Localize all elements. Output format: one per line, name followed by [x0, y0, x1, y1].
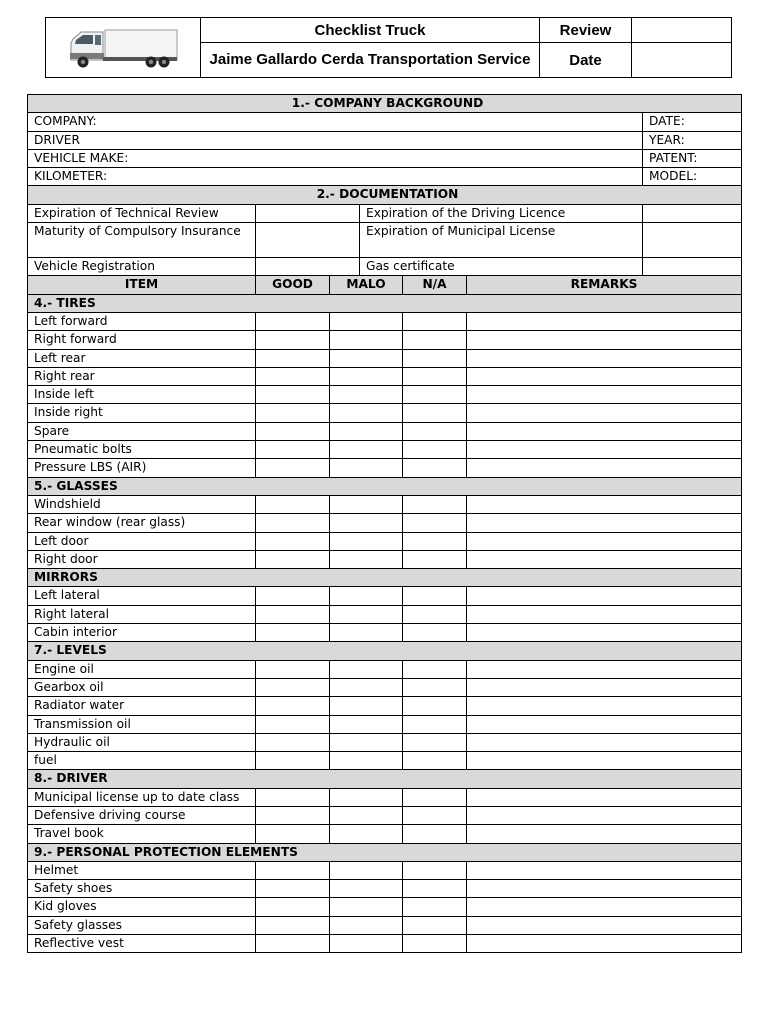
item-label: Right door — [28, 550, 256, 568]
na-cell[interactable] — [403, 386, 467, 404]
doc-value[interactable] — [643, 204, 742, 222]
na-cell[interactable] — [403, 806, 467, 824]
malo-cell[interactable] — [330, 825, 403, 843]
malo-cell[interactable] — [330, 459, 403, 477]
good-cell[interactable] — [256, 935, 330, 953]
na-cell[interactable] — [403, 587, 467, 605]
checklist-row — [28, 587, 742, 605]
section-header — [28, 95, 742, 113]
good-cell[interactable] — [256, 550, 330, 568]
background-row — [28, 149, 742, 167]
item-label: Left lateral — [28, 587, 256, 605]
patent-field[interactable]: PATENT: — [643, 149, 742, 167]
doc-label: Expiration of the Driving Licence — [360, 204, 643, 222]
item-label: Spare — [28, 422, 256, 440]
checklist-row — [28, 459, 742, 477]
malo-cell[interactable] — [330, 752, 403, 770]
section-header — [28, 186, 742, 204]
na-cell[interactable] — [403, 861, 467, 879]
col-item: ITEM — [28, 276, 256, 294]
na-cell[interactable] — [403, 331, 467, 349]
malo-cell[interactable] — [330, 532, 403, 550]
na-cell[interactable] — [403, 624, 467, 642]
good-cell[interactable] — [256, 825, 330, 843]
checklist-row — [28, 349, 742, 367]
background-row — [28, 113, 742, 131]
remarks-cell[interactable] — [467, 880, 742, 898]
doc-label: Gas certificate — [360, 258, 643, 276]
good-cell[interactable] — [256, 441, 330, 459]
checklist-row — [28, 367, 742, 385]
remarks-cell[interactable] — [467, 331, 742, 349]
item-label: Right rear — [28, 367, 256, 385]
checklist-row — [28, 935, 742, 953]
malo-cell[interactable] — [330, 422, 403, 440]
checklist-row — [28, 752, 742, 770]
checklist-row — [28, 495, 742, 513]
malo-cell[interactable] — [330, 697, 403, 715]
na-cell[interactable] — [403, 733, 467, 751]
checklist-row — [28, 312, 742, 330]
date-field[interactable] — [632, 43, 732, 78]
doc-label: Expiration of Municipal License — [360, 223, 643, 258]
malo-cell[interactable] — [330, 550, 403, 568]
remarks-cell[interactable] — [467, 898, 742, 916]
checklist-row — [28, 404, 742, 422]
na-cell[interactable] — [403, 788, 467, 806]
section-title: MIRRORS — [28, 569, 742, 587]
na-cell[interactable] — [403, 697, 467, 715]
remarks-cell[interactable] — [467, 916, 742, 934]
section-header — [28, 642, 742, 660]
checklist-row — [28, 733, 742, 751]
item-label: Right lateral — [28, 605, 256, 623]
company-name: Jaime Gallardo Cerda Transportation Service — [201, 43, 540, 78]
na-cell[interactable] — [403, 715, 467, 733]
remarks-cell[interactable] — [467, 587, 742, 605]
na-cell[interactable] — [403, 550, 467, 568]
item-label: Pressure LBS (AIR) — [28, 459, 256, 477]
checklist-row — [28, 806, 742, 824]
item-label: Rear window (rear glass) — [28, 514, 256, 532]
na-cell[interactable] — [403, 752, 467, 770]
good-cell[interactable] — [256, 495, 330, 513]
checklist-row — [28, 624, 742, 642]
na-cell[interactable] — [403, 367, 467, 385]
checklist-row — [28, 825, 742, 843]
na-cell[interactable] — [403, 678, 467, 696]
na-cell[interactable] — [403, 514, 467, 532]
malo-cell[interactable] — [330, 495, 403, 513]
malo-cell[interactable] — [330, 331, 403, 349]
good-cell[interactable] — [256, 806, 330, 824]
col-good: GOOD — [256, 276, 330, 294]
malo-cell[interactable] — [330, 733, 403, 751]
item-label: Left door — [28, 532, 256, 550]
checklist-row — [28, 678, 742, 696]
good-cell[interactable] — [256, 331, 330, 349]
section-title: 7.- LEVELS — [28, 642, 742, 660]
item-label: Safety shoes — [28, 880, 256, 898]
na-cell[interactable] — [403, 441, 467, 459]
remarks-cell[interactable] — [467, 386, 742, 404]
doc-value[interactable] — [643, 258, 742, 276]
company-field[interactable]: COMPANY: — [28, 113, 643, 131]
malo-cell[interactable] — [330, 806, 403, 824]
malo-cell[interactable] — [330, 514, 403, 532]
malo-cell[interactable] — [330, 349, 403, 367]
remarks-cell[interactable] — [467, 715, 742, 733]
checklist-row — [28, 715, 742, 733]
good-cell[interactable] — [256, 678, 330, 696]
na-cell[interactable] — [403, 898, 467, 916]
malo-cell[interactable] — [330, 587, 403, 605]
remarks-cell[interactable] — [467, 404, 742, 422]
item-label: Radiator water — [28, 697, 256, 715]
truck-icon — [67, 27, 179, 69]
remarks-cell[interactable] — [467, 422, 742, 440]
item-label: Gearbox oil — [28, 678, 256, 696]
remarks-cell[interactable] — [467, 788, 742, 806]
col-malo: MALO — [330, 276, 403, 294]
checklist-row — [28, 788, 742, 806]
malo-cell[interactable] — [330, 861, 403, 879]
documentation-row — [28, 258, 742, 276]
na-cell[interactable] — [403, 312, 467, 330]
item-label: fuel — [28, 752, 256, 770]
good-cell[interactable] — [256, 367, 330, 385]
section-title: 1.- COMPANY BACKGROUND — [28, 95, 742, 113]
malo-cell[interactable] — [330, 404, 403, 422]
good-cell[interactable] — [256, 624, 330, 642]
section-header — [28, 770, 742, 788]
remarks-cell[interactable] — [467, 367, 742, 385]
section-title: 2.- DOCUMENTATION — [28, 186, 742, 204]
item-label: Hydraulic oil — [28, 733, 256, 751]
na-cell[interactable] — [403, 459, 467, 477]
good-cell[interactable] — [256, 312, 330, 330]
good-cell[interactable] — [256, 514, 330, 532]
na-cell[interactable] — [403, 349, 467, 367]
good-cell[interactable] — [256, 861, 330, 879]
doc-value[interactable] — [256, 204, 360, 222]
remarks-cell[interactable] — [467, 806, 742, 824]
doc-label: Maturity of Compulsory Insurance — [28, 223, 256, 258]
doc-value[interactable] — [256, 223, 360, 258]
good-cell[interactable] — [256, 697, 330, 715]
checklist-row — [28, 898, 742, 916]
item-label: Reflective vest — [28, 935, 256, 953]
item-label: Inside left — [28, 386, 256, 404]
doc-value[interactable] — [643, 223, 742, 258]
good-cell[interactable] — [256, 788, 330, 806]
background-row — [28, 168, 742, 186]
section-title: 8.- DRIVER — [28, 770, 742, 788]
remarks-cell[interactable] — [467, 532, 742, 550]
driver-field[interactable]: DRIVER — [28, 131, 643, 149]
item-label: Left rear — [28, 349, 256, 367]
year-field[interactable]: YEAR: — [643, 131, 742, 149]
review-field[interactable] — [632, 18, 732, 43]
na-cell[interactable] — [403, 660, 467, 678]
checklist-row — [28, 605, 742, 623]
good-cell[interactable] — [256, 422, 330, 440]
checklist-row — [28, 422, 742, 440]
section-header — [28, 477, 742, 495]
date-field-bg[interactable]: DATE: — [643, 113, 742, 131]
good-cell[interactable] — [256, 459, 330, 477]
good-cell[interactable] — [256, 404, 330, 422]
malo-cell[interactable] — [330, 386, 403, 404]
checklist-row — [28, 861, 742, 879]
section-title: 9.- PERSONAL PROTECTION ELEMENTS — [28, 843, 742, 861]
malo-cell[interactable] — [330, 312, 403, 330]
documentation-row — [28, 204, 742, 222]
form-header — [45, 17, 732, 78]
item-label: Municipal license up to date class — [28, 788, 256, 806]
checklist-row — [28, 880, 742, 898]
malo-cell[interactable] — [330, 935, 403, 953]
section-title: 4.- TIRES — [28, 294, 742, 312]
malo-cell[interactable] — [330, 898, 403, 916]
remarks-cell[interactable] — [467, 825, 742, 843]
col-na: N/A — [403, 276, 467, 294]
remarks-cell[interactable] — [467, 624, 742, 642]
good-cell[interactable] — [256, 752, 330, 770]
logo-cell — [46, 18, 201, 78]
item-label: Windshield — [28, 495, 256, 513]
remarks-cell[interactable] — [467, 935, 742, 953]
checklist-row — [28, 660, 742, 678]
good-cell[interactable] — [256, 605, 330, 623]
malo-cell[interactable] — [330, 715, 403, 733]
good-cell[interactable] — [256, 660, 330, 678]
section-header — [28, 569, 742, 587]
item-label: Safety glasses — [28, 916, 256, 934]
na-cell[interactable] — [403, 916, 467, 934]
doc-label: Vehicle Registration — [28, 258, 256, 276]
kilometer-field[interactable]: KILOMETER: — [28, 168, 643, 186]
good-cell[interactable] — [256, 880, 330, 898]
item-label: Cabin interior — [28, 624, 256, 642]
remarks-cell[interactable] — [467, 550, 742, 568]
remarks-cell[interactable] — [467, 459, 742, 477]
item-label: Right forward — [28, 331, 256, 349]
remarks-cell[interactable] — [467, 514, 742, 532]
remarks-cell[interactable] — [467, 312, 742, 330]
remarks-cell[interactable] — [467, 605, 742, 623]
good-cell[interactable] — [256, 916, 330, 934]
good-cell[interactable] — [256, 532, 330, 550]
item-label: Helmet — [28, 861, 256, 879]
section-title: 5.- GLASSES — [28, 477, 742, 495]
section-header — [28, 294, 742, 312]
malo-cell[interactable] — [330, 678, 403, 696]
remarks-cell[interactable] — [467, 660, 742, 678]
na-cell[interactable] — [403, 532, 467, 550]
good-cell[interactable] — [256, 898, 330, 916]
col-remarks: REMARKS — [467, 276, 742, 294]
date-label: Date — [540, 43, 632, 78]
na-cell[interactable] — [403, 825, 467, 843]
good-cell[interactable] — [256, 587, 330, 605]
background-row — [28, 131, 742, 149]
malo-cell[interactable] — [330, 880, 403, 898]
checklist-row — [28, 331, 742, 349]
item-label: Travel book — [28, 825, 256, 843]
item-label: Left forward — [28, 312, 256, 330]
good-cell[interactable] — [256, 715, 330, 733]
checklist-row — [28, 550, 742, 568]
checklist-body — [28, 95, 742, 953]
doc-value[interactable] — [256, 258, 360, 276]
checklist-form — [27, 94, 742, 953]
malo-cell[interactable] — [330, 605, 403, 623]
good-cell[interactable] — [256, 386, 330, 404]
item-label: Defensive driving course — [28, 806, 256, 824]
checklist-row — [28, 386, 742, 404]
model-field[interactable]: MODEL: — [643, 168, 742, 186]
na-cell[interactable] — [403, 404, 467, 422]
remarks-cell[interactable] — [467, 678, 742, 696]
checklist-row — [28, 514, 742, 532]
checklist-row — [28, 916, 742, 934]
na-cell[interactable] — [403, 495, 467, 513]
na-cell[interactable] — [403, 422, 467, 440]
review-label: Review — [540, 18, 632, 43]
form-title: Checklist Truck — [201, 18, 540, 43]
remarks-cell[interactable] — [467, 441, 742, 459]
malo-cell[interactable] — [330, 624, 403, 642]
doc-label: Expiration of Technical Review — [28, 204, 256, 222]
remarks-cell[interactable] — [467, 733, 742, 751]
remarks-cell[interactable] — [467, 752, 742, 770]
item-label: Transmission oil — [28, 715, 256, 733]
checklist-row — [28, 441, 742, 459]
malo-cell[interactable] — [330, 788, 403, 806]
section-header — [28, 843, 742, 861]
remarks-cell[interactable] — [467, 495, 742, 513]
checklist-row — [28, 532, 742, 550]
malo-cell[interactable] — [330, 660, 403, 678]
malo-cell[interactable] — [330, 441, 403, 459]
item-label: Pneumatic bolts — [28, 441, 256, 459]
vehicle-make-field[interactable]: VEHICLE MAKE: — [28, 149, 643, 167]
remarks-cell[interactable] — [467, 697, 742, 715]
item-label: Engine oil — [28, 660, 256, 678]
na-cell[interactable] — [403, 935, 467, 953]
item-label: Kid gloves — [28, 898, 256, 916]
checklist-row — [28, 697, 742, 715]
malo-cell[interactable] — [330, 367, 403, 385]
good-cell[interactable] — [256, 733, 330, 751]
remarks-cell[interactable] — [467, 861, 742, 879]
item-label: Inside right — [28, 404, 256, 422]
na-cell[interactable] — [403, 605, 467, 623]
na-cell[interactable] — [403, 880, 467, 898]
documentation-row — [28, 223, 742, 258]
remarks-cell[interactable] — [467, 349, 742, 367]
column-header-row — [28, 276, 742, 294]
good-cell[interactable] — [256, 349, 330, 367]
malo-cell[interactable] — [330, 916, 403, 934]
